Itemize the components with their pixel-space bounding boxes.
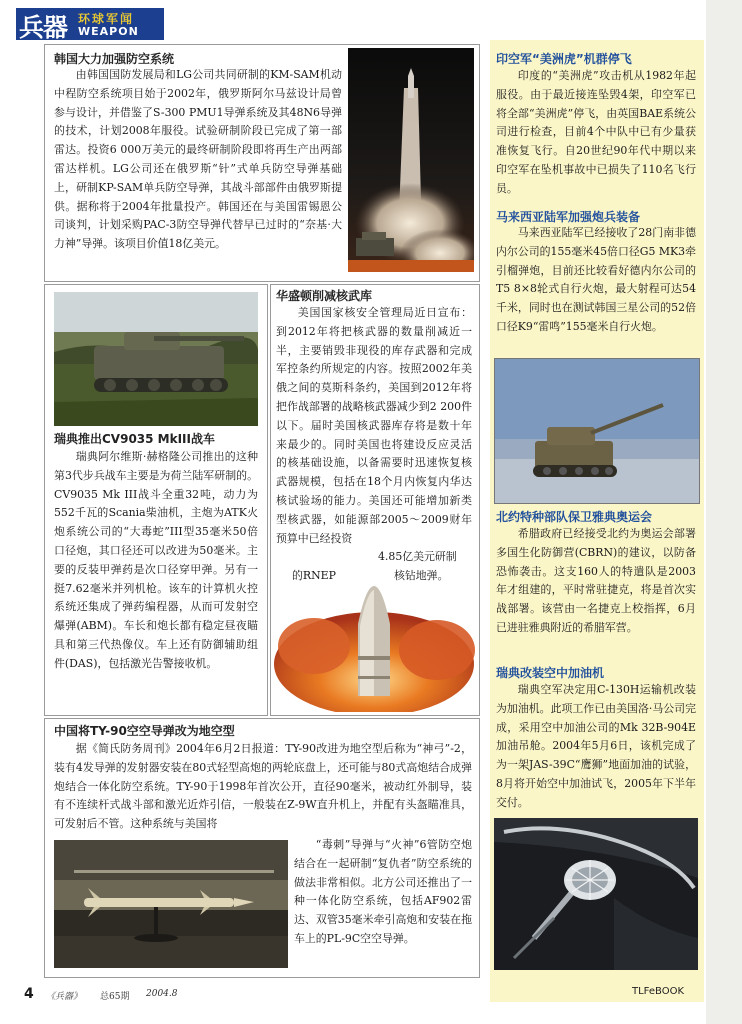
nato-headline: 北约特种部队保卫雅典奥运会 (496, 510, 653, 524)
masthead-english: WEAPON (78, 25, 139, 38)
sweden-tanker-body: 瑞典空军决定用C-130H运输机改装为加油机。此项工作已由美国洛·马公司完成，采用空中加油公司的Mk 32B-904E加油吊舱。2004年5月6日，该机完成了为一架JAS-39C“鹰狮”地面加油的试验，8月将开始空中加油试飞，2005年下半年交付。 (496, 683, 696, 809)
china-body: 据《简氏防务周刊》2004年6月2日报道：TY-90改进为地空型后称为“神弓”-2，装有4发导弹的发射器安装在80式轻型高炮的两轮底盘上，还可能与80式高炮结合成弹炮结合一体化防空系统。TY-90于1998年首次公开，直径90毫米，被动红外制导，装有不连续杆式战斗部和激光近炸引信，一般装在Z-9W直升机上，并配有头盔瞄准具，可发射后不管。这种系统与美国将 (54, 742, 472, 831)
footer-date: 2004.8 (146, 989, 178, 999)
malaysia-body: 马来西亚陆军已经接收了28门南非德内尔公司的155毫米45倍口径G5 MK3牵引榴弹炮，目前还比较看好德内尔公司的T5 8×8轮式自行火炮，最大射程可达54千米，同时也在测试韩国三星公司的52倍口径K9“雷鸣”155毫米自行火炮。 (496, 226, 696, 333)
watermark: TLFeBOOK (632, 986, 685, 997)
sweden-cv-body: 瑞典阿尔维斯·赫格隆公司推出的这种第3代步兵战车主要是为荷兰陆军研制的。CV9035 Mk III战斗全重32吨，动力为552千瓦的Scania柴油机，主炮为ATK火炮系统公司的“大毒蛇”III型35毫米50倍口径炮，其口径还可以改进为50毫米。主要的反装甲弹药是次口径穿甲弹。另有一挺7.62毫米并列机枪。该车的计算机火控系统还集成了弹药编程器，从而可发射空爆弹(ABM)。车长和炮长都有稳定昼夜瞄具和第三代热像仪。车上还有防御辅助组件(DAS)，包括激光告警接收机。 (54, 450, 258, 670)
masthead-subtitle: 环球军闻 (78, 12, 135, 26)
washington-headline: 华盛顿削减核武库 (276, 289, 373, 303)
sweden-tanker-headline: 瑞典改装空中加油机 (496, 666, 605, 680)
washington-body-tail-3: 核钻地弹。 (394, 569, 449, 582)
footer-issue: 总65期 (100, 992, 130, 1002)
page-spine (706, 0, 742, 1024)
washington-body-tail-2: 的RNEP (292, 569, 336, 582)
k9-howitzer-photo (494, 358, 700, 504)
page-number: 4 (24, 986, 34, 1002)
malaysia-headline: 马来西亚陆军加强炮兵装备 (496, 210, 641, 224)
missile-launch-photo (348, 48, 474, 272)
refueling-pod-photo (494, 818, 698, 970)
rnep-warhead-photo (272, 586, 476, 712)
china-body-continued: “毒刺”导弹与“火神”6管防空炮结合在一起研制“复仇者”防空系统的做法非常相似。北方公司还推出了一种一体化防空系统，包括AF902雷达、双管35毫米牵引高炮和安装在拖车上的PL-9C空空导弹。 (294, 838, 472, 945)
korea-body: 由韩国国防发展局和LG公司共同研制的KM-SAM机动中程防空系统项目始于2002年，俄罗斯阿尔马兹设计局曾参与设计，并借鉴了S-300 PMU1导弹系统及其48N6导弹的技术，计划2008年服役。试验研制阶段已完成了第一部雷达。投资6 000万美元的最终研制阶段即将再生产出两部雷达样机。LG公司还在俄罗斯“针”式单兵防空导弹基础上，研制KP-SAM单兵防空导弹，其战斗部部件由俄罗斯提供。据称将于2004年批量投产。韩国还在与美国雷锡恩公司谈判，计划采购PAC-3防空导弹代替早已过时的“奈基·大力神”导弹。该项目价值18亿美元。 (54, 68, 342, 251)
sweden-cv-headline: 瑞典推出CV9035 MkIII战车 (54, 432, 215, 446)
korea-headline: 韩国大力加强防空系统 (54, 52, 175, 66)
nato-body: 希腊政府已经接受北约为奥运会部署多国生化防御营(CBRN)的建议，以防备恐怖袭击。这支160人的特遣队是2003年才组建的，平时常驻捷克，将是首次实战部署。该营由一名捷克上校指挥，6月已进驻雅典附近的希腊军营。 (496, 527, 696, 634)
footer-magazine: 《兵器》 (46, 992, 83, 1002)
masthead-logo: 兵器 (19, 13, 68, 42)
india-headline: 印空军“美洲虎”机群停飞 (496, 52, 632, 66)
ty90-missile-photo (54, 840, 288, 968)
washington-body-tail-1: 4.85亿美元研制 (378, 550, 457, 563)
india-body: 印度的“美洲虎”攻击机从1982年起服役。由于最近接连坠毁4架，印空军已将全部“美洲虎”停飞，由英国BAE系统公司进行检查，目前4个中队中已有少量获准恢复飞行。自20世纪90年代中期以来印空军在坠机事故中已损失了110名飞行员。 (496, 69, 696, 195)
masthead (16, 8, 164, 40)
washington-body: 美国国家核安全管理局近日宣布：到2012年将把核武器的数量削减近一半，主要销毁非现役的库存武器和完成军控条约所规定的内容。按照2002年美俄之间的莫斯科条约，美国到2012年将把作战部署的战略核武器减少到2 200件以下。届时美国核武器库存将是数十年来最少的。同时美国也将建设反应灵活的核基础设施，以备需要时迅速恢复核武器规模，包括在18个月内恢复内华达核试验场的能力。美国还可能增加新类型核武器，如能源部2005～2009财年预算中已经投资 (276, 306, 472, 545)
cv9035-tank-photo (54, 292, 258, 426)
china-headline: 中国将TY-90空空导弹改为地空型 (54, 724, 235, 738)
